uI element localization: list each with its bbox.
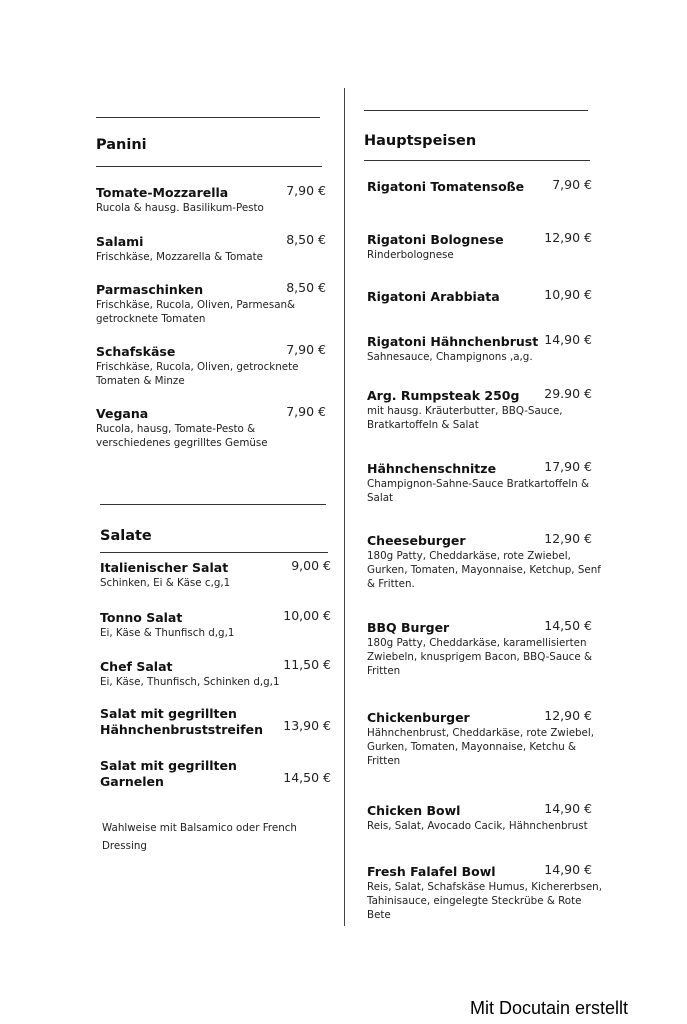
divider: [96, 117, 320, 118]
menu-item: [96, 344, 301, 388]
menu-item-price: 7,90 €: [286, 342, 326, 357]
menu-item-name: Fresh Falafel Bowl: [367, 864, 496, 879]
menu-item-description: Schinken, Ei & Käse c,g,1: [100, 577, 231, 589]
divider: [100, 552, 328, 553]
menu-item: [100, 560, 280, 590]
menu-item-name: Italienischer Salat: [100, 560, 229, 575]
menu-item-name: Salami: [96, 234, 144, 249]
menu-item-description: Ei, Käse, Thunfisch, Schinken d,g,1: [100, 676, 280, 688]
menu-item-name: Rigatoni Tomatensoße: [367, 179, 525, 194]
menu-item-description: Frischkäse, Rucola, Oliven, Parmesan& getrocknete Tomaten: [96, 299, 296, 325]
dressing-note: Wahlweise mit Balsamico oder French Dressing: [102, 822, 297, 852]
menu-item: [100, 758, 280, 790]
menu-item-price: 14,50 €: [283, 770, 331, 785]
menu-item-name: Rigatoni Arabbiata: [367, 289, 500, 304]
menu-item-name: Parmaschinken: [96, 282, 204, 297]
menu-item-name: Chef Salat: [100, 659, 173, 674]
column-divider: [344, 88, 345, 926]
menu-item-name: Cheeseburger: [367, 533, 466, 548]
divider: [96, 166, 322, 167]
menu-item-price: 13,90 €: [283, 718, 331, 733]
menu-item-description: Reis, Salat, Schafskäse Humus, Kichererbsen, Tahinisauce, eingelegte Steckrübe & Rote Bete: [367, 881, 602, 921]
menu-item-price: 7,90 €: [552, 177, 592, 192]
menu-item-description: Ei, Käse & Thunfisch d,g,1: [100, 627, 235, 639]
menu-item-description: Champignon-Sahne-Sauce Bratkartoffeln & Salat: [367, 478, 590, 504]
menu-item-price: 12,90 €: [544, 230, 592, 245]
menu-item-price: 10,90 €: [544, 287, 592, 302]
section-heading-panini: Panini: [96, 137, 147, 153]
menu-item-price: 8,50 €: [286, 232, 326, 247]
menu-item-name: Rigatoni Bolognese: [367, 232, 504, 247]
menu-item-name: Tomate-Mozzarella: [96, 185, 229, 200]
menu-item-price: 12,90 €: [544, 531, 592, 546]
section-heading-salate: Salate: [100, 528, 152, 544]
menu-item-description: Frischkäse, Mozzarella & Tomate: [96, 251, 263, 263]
menu-item-name: Hähnchenschnitze: [367, 461, 497, 476]
menu-item-name: BBQ Burger: [367, 620, 450, 635]
menu-item-name: Tonno Salat: [100, 610, 183, 625]
menu-item-description: Hähnchenbrust, Cheddarkäse, rote Zwiebel, Gurken, Tomaten, Mayonnaise, Ketchu & Fritten: [367, 727, 595, 767]
menu-item-price: 10,00 €: [283, 608, 331, 623]
menu-item-name: Chicken Bowl: [367, 803, 461, 818]
menu-item: [96, 282, 301, 326]
divider: [364, 160, 590, 161]
divider: [100, 504, 326, 505]
menu-item-description: 180g Patty, Cheddarkäse, rote Zwiebel, Gurken, Tomaten, Mayonnaise, Ketchup, Senf & Fritten.: [367, 550, 601, 590]
menu-item-name: Salat mit gegrillten Hähnchenbruststreifen: [100, 706, 263, 737]
menu-item-name: Vegana: [96, 406, 149, 421]
menu-item-name: Schafskäse: [96, 344, 176, 359]
section-heading-hauptspeisen: Hauptspeisen: [364, 133, 477, 149]
footer-watermark: Mit Docutain erstellt: [470, 998, 629, 1018]
menu-item-price: 7,90 €: [286, 183, 326, 198]
menu-item-description: Sahnesauce, Champignons ,a,g.: [367, 351, 533, 363]
menu-item-description: Frischkäse, Rucola, Oliven, getrocknete Tomaten & Minze: [96, 361, 299, 387]
menu-item-price: 11,50 €: [283, 657, 331, 672]
menu-item-price: 14,90 €: [544, 332, 592, 347]
menu-item: [100, 659, 280, 689]
menu-item-price: 7,90 €: [286, 404, 326, 419]
menu-item-description: Rinderbolognese: [367, 249, 454, 261]
menu-item-description: Reis, Salat, Avocado Cacik, Hähnchenbrust: [367, 820, 588, 832]
menu-item-name: Salat mit gegrillten Garnelen: [100, 758, 237, 789]
menu-item-name: Arg. Rumpsteak 250g: [367, 388, 520, 403]
menu-item: [100, 706, 280, 738]
menu-item: [100, 610, 280, 640]
menu-item-price: 14,90 €: [544, 801, 592, 816]
menu-item-price: 17,90 €: [544, 459, 592, 474]
menu-item-price: 8,50 €: [286, 280, 326, 295]
menu-item-description: Rucola & hausg. Basilikum-Pesto: [96, 202, 264, 214]
menu-item-price: 14,90 €: [544, 862, 592, 877]
menu-item-description: Rucola, hausg, Tomate-Pesto & verschiedenes gegrilltes Gemüse: [96, 423, 268, 449]
menu-item-price: 12,90 €: [544, 708, 592, 723]
menu-item-price: 14,50 €: [544, 618, 592, 633]
menu-item: [96, 185, 301, 215]
menu-item-description: 180g Patty, Cheddarkäse, karamellisierten Zwiebeln, knusprigem Bacon, BBQ-Sauce & Fritten: [367, 637, 592, 677]
menu-item-name: Rigatoni Hähnchenbrust: [367, 334, 539, 349]
menu-item-price: 29.90 €: [544, 386, 592, 401]
divider: [364, 110, 588, 111]
menu-item-name: Chickenburger: [367, 710, 470, 725]
menu-item: [96, 406, 301, 450]
menu-item-description: mit hausg. Kräuterbutter, BBQ-Sauce, Bratkartoffeln & Salat: [367, 405, 563, 431]
menu-item: [96, 234, 301, 264]
menu-item-price: 9,00 €: [291, 558, 331, 573]
